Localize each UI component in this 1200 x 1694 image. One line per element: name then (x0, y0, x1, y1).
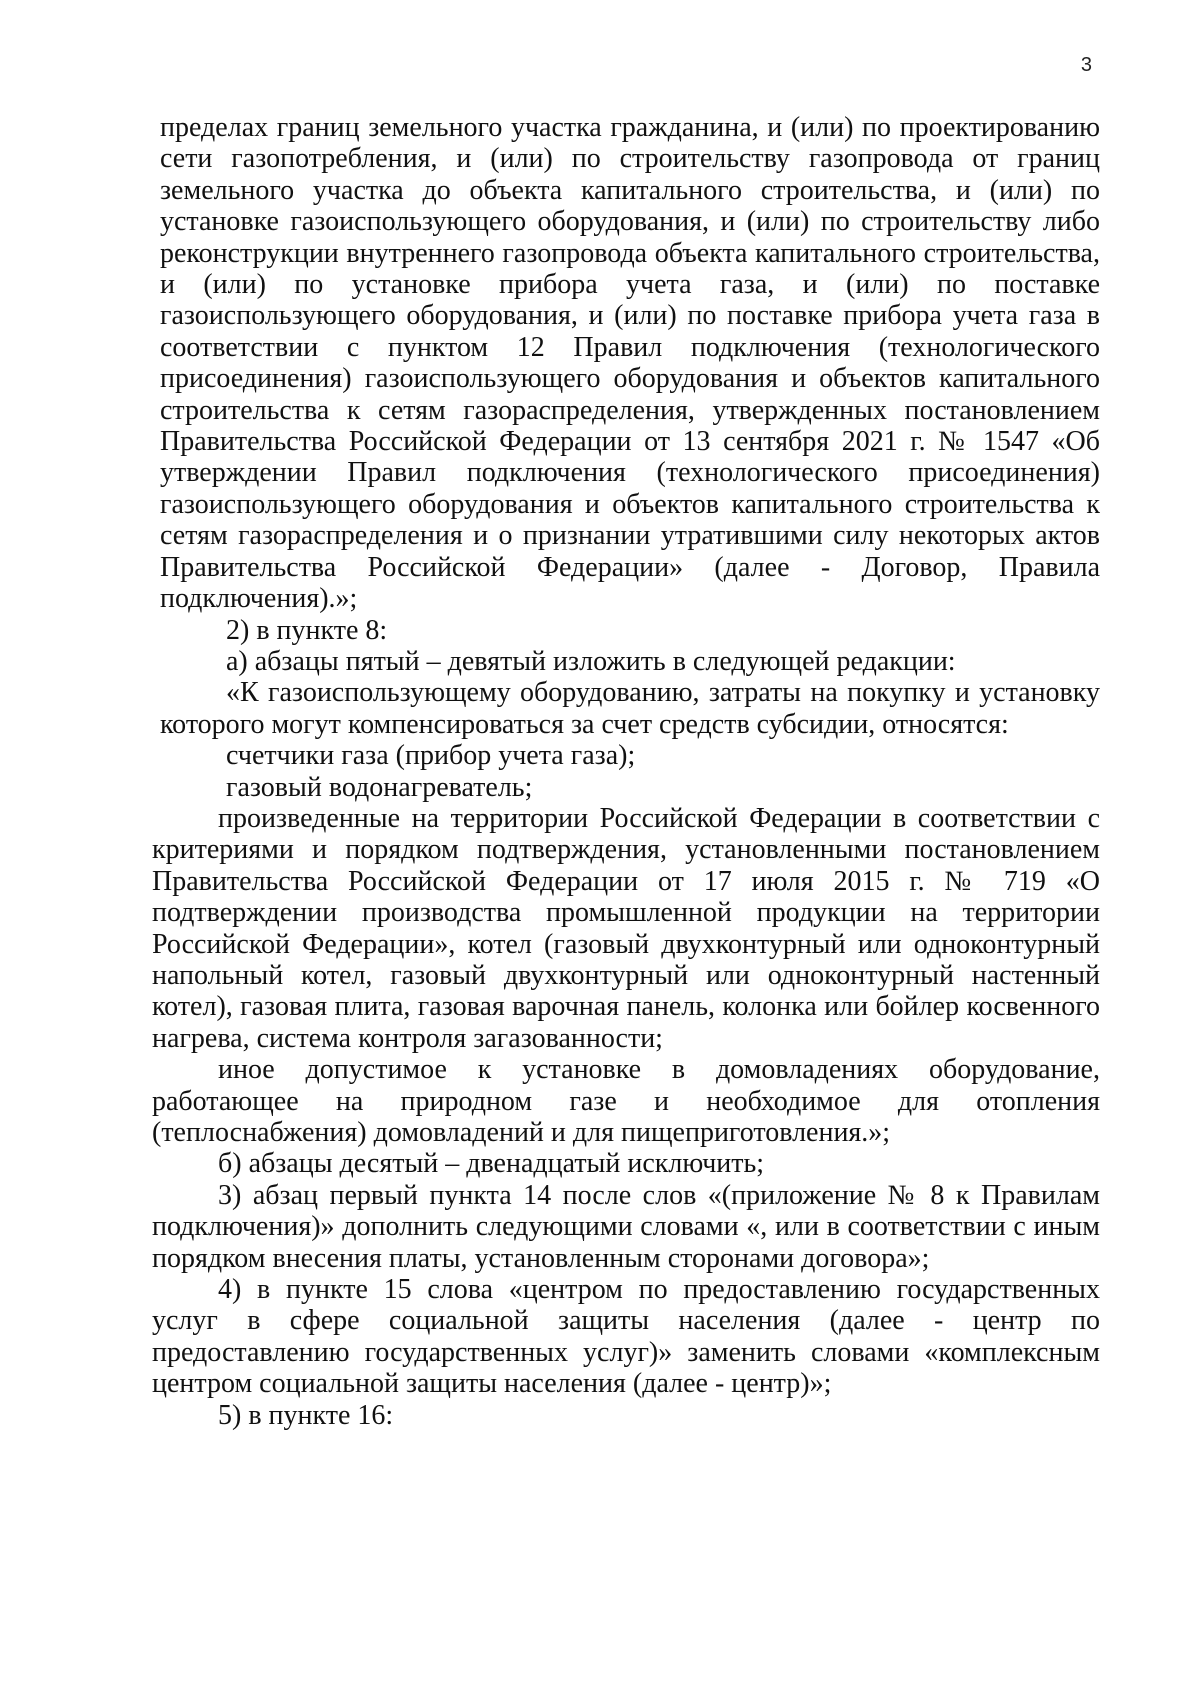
paragraph-item-3: 3) абзац первый пункта 14 после слов «(приложение № 8 к Правилам подключения)» дополнить следующими словами «, или в соответствии с иным порядком внесения платы, установленным сторонами договора»; (152, 1179, 1100, 1274)
paragraph-item-4: 4) в пункте 15 слова «центром по предоставлению государственных услуг в сфере социальной защиты населения (далее - центр по предоставлению государственных услуг)» заменить словами «комплексным центром социальной защиты населения (далее - центр)»; (152, 1274, 1100, 1400)
paragraph-item-2: 2) в пункте 8: (226, 614, 388, 646)
paragraph-other-equipment: иное допустимое к установке в домовладениях оборудование, работающее на природном газе и необходимое для отопления (теплоснабжения) домовладений и для пищеприготовления.»; (152, 1054, 1100, 1148)
paragraph-item-2b: б) абзацы десятый – двенадцатый исключить; (218, 1148, 765, 1180)
paragraph-item-2a: а) абзацы пятый – девятый изложить в следующей редакции: (226, 645, 956, 677)
paragraph-gas-meters: счетчики газа (прибор учета газа); (226, 740, 636, 772)
paragraph-produced-equipment: произведенные на территории Российской Федерации в соответствии с критериями и порядком подтверждения, установленными постановлением Правительства Российской Федерации от 17 июля 2015 г. № 719 «О подтверждении производства промышленной продукции на территории Российской Федерации», котел (газовый двухконтурный или одноконтурный напольный котел, газовый двухконтурный или одноконтурный настенный котел), газовая плита, газовая варочная панель, колонка или бойлер косвенного нагрева, система контроля загазованности; (152, 802, 1100, 1054)
page-number: 3 (1080, 54, 1092, 76)
paragraph-item-5: 5) в пункте 16: (218, 1399, 394, 1431)
paragraph-continuation: пределах границ земельного участка гражданина, и (или) по проектированию сети газопотребления, и (или) по строительству газопровода от границ земельного участка до объекта капитального строительства, и (или) по установке газоиспользующего оборудования, и (или) по строительству либо реконструкции внутреннего газопровода объекта капитального строительства, и (или) по установке прибора учета газа, и (или) по поставке газоиспользующего оборудования, и (или) по поставке прибора учета газа в соответствии с пунктом 12 Правил подключения (технологического присоединения) газоиспользующего оборудования и объектов капитального строительства к сетям газораспределения, утвержденных постановлением Правительства Российской Федерации от 13 сентября 2021 г. № 1547 «Об утверждении Правил подключения (технологического присоединения) газоиспользующего оборудования и объектов капитального строительства к сетям газораспределения и о признании утратившими силу некоторых актов Правительства Российской Федерации» (далее - Договор, Правила подключения).»; (160, 112, 1100, 615)
paragraph-equipment-intro: «К газоиспользующему оборудованию, затраты на покупку и установку которого могут компенсироваться за счет средств субсидии, относятся: (160, 677, 1100, 740)
document-body (152, 112, 1100, 1431)
paragraph-water-heater: газовый водонагреватель; (226, 771, 533, 803)
